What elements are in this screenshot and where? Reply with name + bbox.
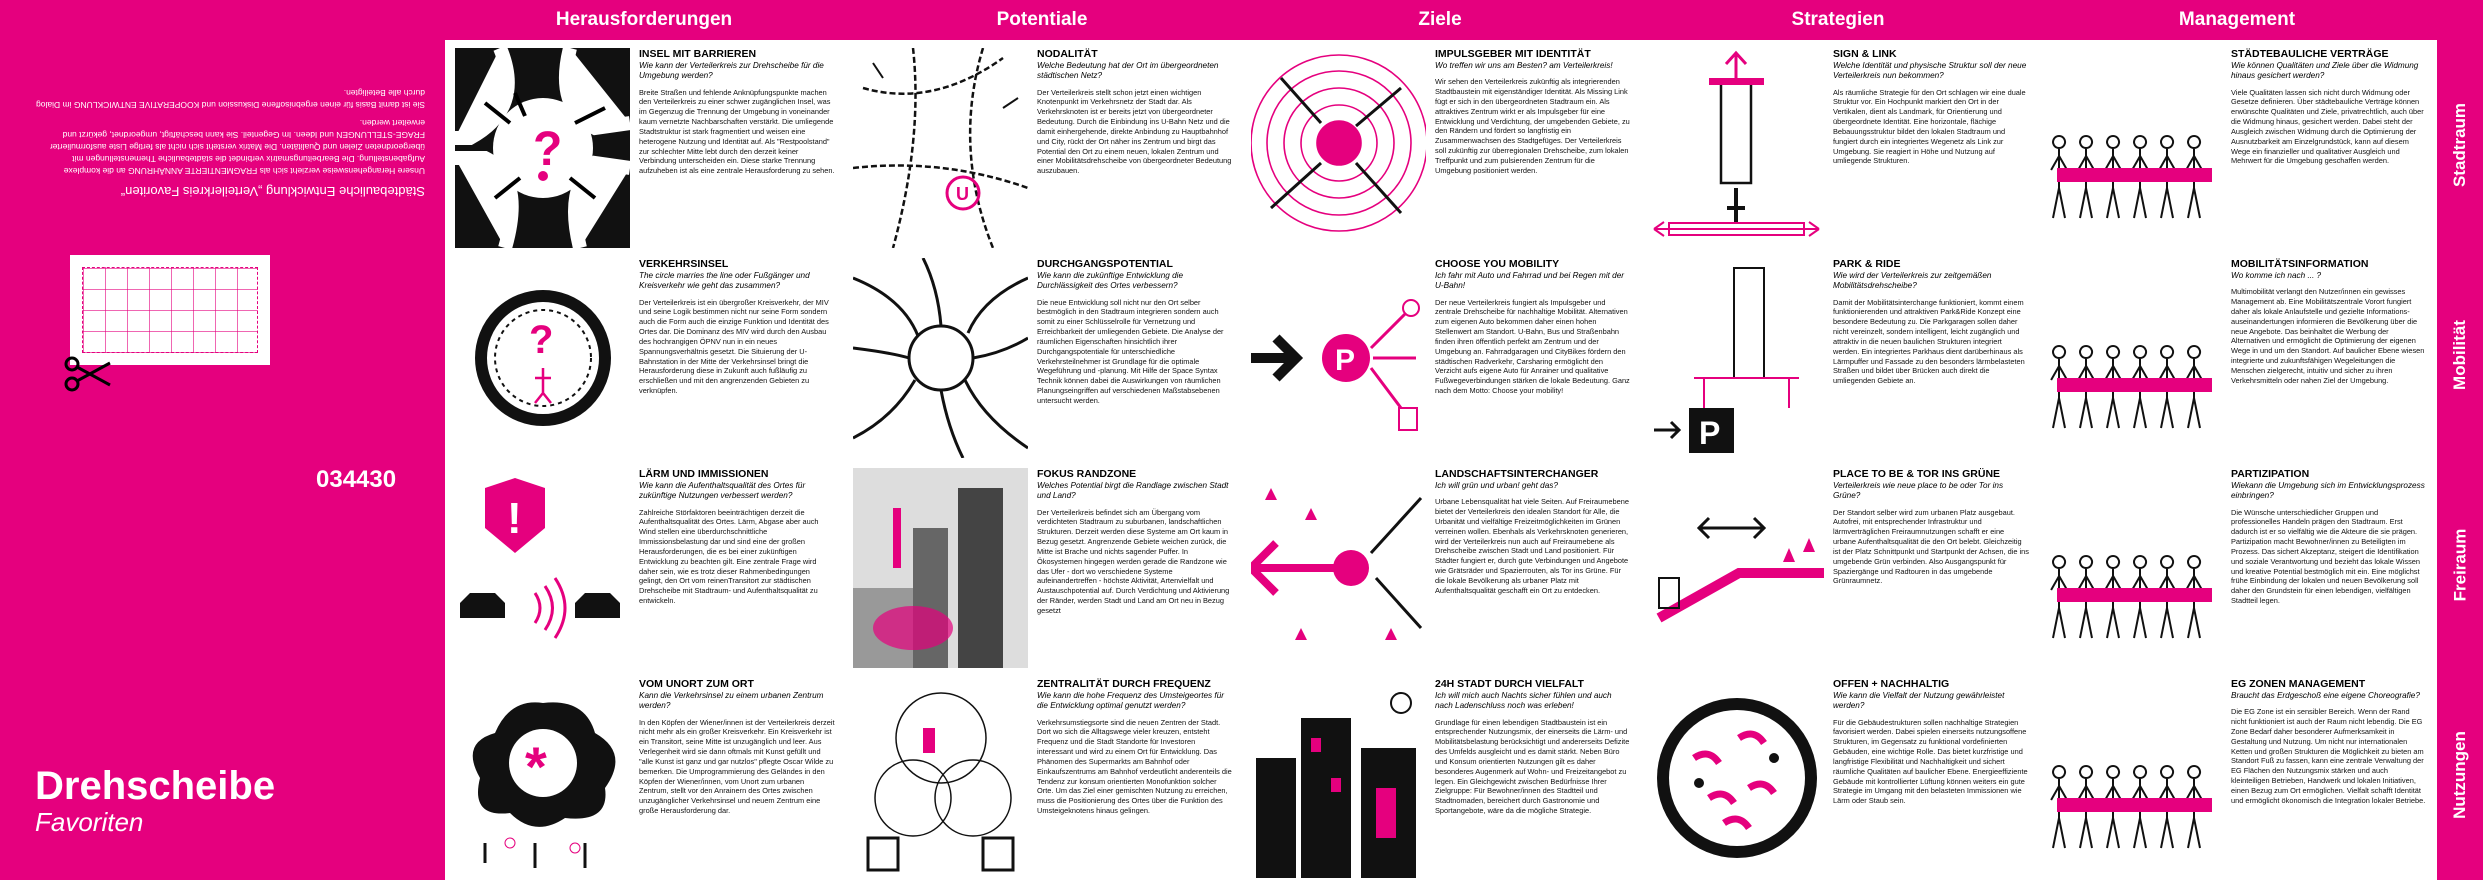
matrix-cell (1639, 40, 2038, 251)
cell-text (1435, 48, 1631, 248)
noise-emission-icon (455, 468, 630, 668)
cell-title: IMPULSGEBER MIT IDENTITÄT (1435, 48, 1591, 60)
cell-title: NODALITÄT (1037, 48, 1098, 60)
cell-title: LÄRM UND IMMISSIONEN (639, 468, 769, 480)
row-label (2437, 460, 2483, 670)
intro-paragraph: Sie ist damit Basis für einen ergebnisoffene Diskussion und KOOPERATIVE ENTWICKLUNG im Dialog durch alle Beteiligten. (36, 88, 425, 111)
cell-body: Die Wünsche unterschiedlicher Gruppen und professionelles Handeln prägen den Stadtraum. Erst dadurch ist er so vielfältig wie die Akteure die sie prägen. Partizipation macht Bewohner/innen zu Beteiligten im Prozess. Das sichert Akzeptanz, steigert die Identifikation und soziale Verantwortung und bezieht das lokale Wissen und kreative Potential bestmöglich mit ein. Eine möglichst frühe Einbindung der lokalen und neuen Bevölkerung soll daher den Grundstein für einen lebendigen, vielfältigen Stadtteil legen. (2231, 507, 2420, 606)
cell-body: Der Verteilerkreis ist ein übergroßer Kreisverkehr, der MIV und seine Logik bestimmen nicht nur seine Form sondern auch die Form auch die einzige Funktion und Identität des Ortes dar. Die Dominanz des MIV wird durch den Ausbau des hochrangigen ÖPNV nun in ein neues Spannungsverhältnis gesetzt. Die Situierung der U-Bahnstation in der Mitte der Verkehrsinsel bringt die Herausforderung diese in Zukunft auch fußläufig zu erschließen und mit den angrenzenden Gebieten zu verknüpfen. (639, 297, 829, 396)
target-identity-icon (1251, 48, 1426, 248)
cell-question: Ich will mich auch Nachts sicher fühlen und auch nach Ladenschluss noch was erleben! (1435, 691, 1612, 711)
cell-text (2231, 258, 2427, 458)
cell-text (2231, 468, 2427, 668)
cell-body: Zahlreiche Störfaktoren beeinträchtigen derzeit die Aufenthaltsqualität des Ortes. Lärm, Abgase aber auch Wind stellen eine überdurchschnittliche Immissionsbelastung dar und sind eine der großen Herausforderungen, die es bei einer zukünftigen Entwicklung zu beachten gilt. Eine zentrale Frage wird daher sein, wie es trotz dieser Rahmenbedingungen gelingt, den Ort vom reinenTransitort zur städtischen Drehscheibe mit Stadtraum- und Aufenthaltsqualität zu entwickeln. (639, 507, 819, 606)
cell-question: Welche Identität und physische Struktur soll der neue Verteilerkreis nun bekommen? (1833, 61, 2027, 81)
cell-body: Der Verteilerkreis stellt schon jetzt einen wichtigen Knotenpunkt im Verkehrsnetz der Stadt dar. Als Verkehrsknoten ist er bereits jetzt von übergeordneter Bedeutung. Durch die Einbindung ins U-Bahn Netz und die damit einhergehende, direkte Anbindung zu Hauptbahnhof und City, rückt der Ort näher ins Zentrum und birgt das Potential den Ort zu einem neuen, lokalen Zentrum und einer Mobilitätsdrehscheibe von übergeordneter Bedeutung auszubauen. (1037, 87, 1232, 176)
matrix-cell (2037, 250, 2437, 461)
cell-question: Wie wird der Verteilerkreis zur zeitgemäßen Mobilitätsdrehscheibe? (1833, 271, 1992, 291)
intro-title: Städtebauliche Entwicklung „Verteilerkreis Favoriten“ (120, 184, 425, 199)
open-sustainable-icon (1649, 678, 1824, 878)
matrix-cell (445, 40, 844, 251)
place-to-be-icon (1649, 468, 1824, 668)
frequency-centrality-icon (853, 678, 1028, 878)
column-header: Ziele (1418, 9, 1462, 30)
park-ride-icon (1649, 258, 1824, 458)
cell-body: Wir sehen den Verteilerkreis zukünftig als integrierenden Stadtbaustein mit eigenständiger Identität. Als Missing Link fügt er sich in den übergeordneten Stadtraum ein. Als attraktives Zentrum wirkt er als Impulsgeber für eine Entwicklung und Verdichtung, der umgebenden Gebiete, zu den Rändern und fördert so langfristig ein Zusammenwachsen des Stadtgefüges. Der Verteilerkreis soll zukünftig zur überregionalen Drehscheibe, zum lokalen Treffpunkt und zum pulsierenden Zentrum für die Umgebung positioniert werden. (1435, 77, 1630, 175)
cell-body: Damit der Mobilitätsinterchange funktioniert, kommt einem funktionierenden und attraktiven Park&Ride Konzept eine besondere Bedeutung zu. Die Parkgaragen sollen daher nicht vereinzelt, sondern intelligent, leicht zugänglich und attraktiv in die neuen baulichen Strukturen integriert werden. Ein integriertes Parkhaus dient darüberhinaus als Lärmpuffer und Fassade zu den besonders lärmbelasteten Straßen und bildet über Brücken auch direkt die umliegenden Gebiete an. (1833, 297, 2025, 386)
cell-text (639, 258, 835, 458)
cell-text (1833, 468, 2029, 668)
ground-floor-illustration (2047, 678, 2222, 878)
cell-question: Welche Bedeutung hat der Ort im übergeordneten städtischen Netz? (1037, 61, 1219, 81)
cell-title: MOBILITÄTSINFORMATION (2231, 258, 2369, 270)
folding-sheet-graphic (70, 255, 270, 365)
cell-text (2231, 678, 2427, 878)
cell-question: Verteilerkreis wie neue place to be oder Tor ins Grüne? (1833, 481, 2004, 501)
cell-title: PARK & RIDE (1833, 258, 1901, 270)
cell-body: Viele Qualitäten lassen sich nicht durch Widmung oder Gesetze definieren. Über städtebauliche Verträge können erwünschte Qualitäten und Ziele, privatrechtlich, auch über die Widmung hinaus, gesichert werden. Dabei steht der Ausgleich zwischen Widmung durch die Optimierung der Ausnutzbarkeit am Einzelgrundstück, kann auf diesem Wege ein finanzieller und qualitativer Ausgleich und Mehrwert für die Umgebung geschaffen werden. (2231, 87, 2424, 166)
cell-question: Wie kann der Verteilerkreis zur Drehscheibe für die Umgebung werden? (639, 61, 824, 81)
cell-question: Wie kann die hohe Frequenz des Umsteigeortes für die Entwicklung optimal genutzt werden? (1037, 691, 1224, 711)
participation-illustration (2047, 468, 2222, 668)
brand-title: Drehscheibe (35, 764, 276, 808)
cell-body: Breite Straßen und fehlende Anknüpfungspunkte machen den Verteilerkreis zu einer schwer zugänglichen Insel, was im Gegenzug die Trennung der Umgebung in voneinander kaum vernetzte Nachbarschaften verstärkt. Die umliegende Stadtstruktur ist stark fragmentiert und weisen eine heterogene Nutzung und Identität auf. Als "Restpoolstand" zur schlechter Mitte lebt durch den derzeit keiner Verbindung unterscheiden ein. Diese starke Trennung aufzuheben ist als eine zentrale Herausforderung zu sehen. (639, 87, 835, 176)
matrix-cell (1639, 250, 2038, 461)
cell-text (2231, 48, 2427, 248)
cell-text (1037, 678, 1233, 878)
cell-title: SIGN & LINK (1833, 48, 1897, 60)
matrix-cell (843, 40, 1242, 251)
cell-text (1435, 468, 1631, 668)
row-label (2437, 670, 2483, 880)
row-label-text: Nutzungen (2450, 731, 2470, 819)
cell-text (1833, 678, 2029, 878)
cell-title: DURCHGANGSPOTENTIAL (1037, 258, 1173, 270)
passage-network-icon (853, 258, 1028, 458)
mobility-choice-icon (1251, 258, 1426, 458)
submission-code: 034430 (316, 466, 397, 493)
network-node-icon (853, 48, 1028, 248)
column-header: Herausforderungen (555, 9, 733, 30)
matrix-cell (2037, 670, 2437, 880)
cell-title: LANDSCHAFTSINTERCHANGER (1435, 468, 1599, 480)
matrix-cell (1241, 670, 1640, 880)
matrix-cell (445, 460, 844, 671)
cell-text (639, 468, 835, 668)
upside-down-intro (30, 20, 425, 200)
cell-question: Wiekann die Umgebung sich im Entwicklungsprozess einbringen? (2231, 481, 2425, 501)
tower-link-icon (1649, 48, 1824, 248)
matrix-cell (2037, 40, 2437, 251)
cell-question: The circle marries the line oder Fußgänger und Kreisverkehr wie geht das zusammen? (639, 271, 810, 291)
matrix-cell (2037, 460, 2437, 671)
cell-body: In den Köpfen der Wiener/innen ist der Verteilerkreis derzeit nicht mehr als ein großer Kreisverkehr. Ein Kreisverkehr ist ein Transitort, seine Mitte ist unzugänglich und leer. Aus Verlegenheit wird sie dann oftmals mit Kunst gefüllt und "alle Kunst ist ganz und gar nutzlos" pflegte Oscar Wilde zu bemerken. Die Umprogrammierung des Geländes in den Köpfen der Wiener/innen, vom Unort zum urbanen Zentrum, stellt vor den Anrainern des Ortes zwischen unzugänglicher Verkehrsinsel und neuem Zentrum eine große Herausforderung dar. (639, 717, 835, 816)
cell-body: Urbane Lebensqualität hat viele Seiten. Auf Freiraumebene bietet der Verteilerkreis den idealen Standort für Alle, die Urbanität und vielfältige Freizeitmöglichkeiten im Grünen verreinen wollen. Ebenhals als Verkehrsknoten generieren, wird der Verteilerkreis nun auch auf Freiraumebene als Drehscheibe zwischen Stadt und Land positioniert. Für Städter fungiert er, durch gute Verbindungen und Angebote wie Grätsräder und Spazierrouten, als Tor ins Grüne. Für die lokale Bevölkerung als urbaner Platz mit Aufenthaltsqualität geschafft ein Ort zu entdecken. (1435, 497, 1629, 595)
matrix-cell (1241, 250, 1640, 461)
cell-title: VERKEHRSINSEL (639, 258, 729, 270)
cell-body: Der Standort selber wird zum urbanen Platz ausgebaut. Autofrei, mit entsprechender Infrastruktur und lärmverträglichen Freiraumnutzungen schafft er eine urbane Aufenthaltsqualität die den Ort belebt. Gleichzeitig ist der Platz Schnittpunkt und Startpunkt der Achsen, die ins umgebende Grün verbinden. Also Ausgangspunkt für Spaziergänge und Radtouren in das umgebende Grünraumnetz. (1833, 507, 2029, 586)
barrier-island-icon (455, 48, 630, 248)
cell-text (1037, 258, 1233, 458)
scissors-icon (62, 355, 112, 393)
cell-body: Als räumliche Strategie für den Ort schlagen wir eine duale Struktur vor. Ein Hochpunkt markiert den Ort in der Vertikalen, dient als Landmark, für Orientierung und übergeordnete Identität. Eine horizontale, flächige Bebauungsstruktur bildet den lokalen Stadtraum und fungiert durch ein integriertes Wegenetz als Link zur Umgebung. Sie reagiert in Höhe und Nutzung auf umliegende Strukturen. (1833, 87, 2026, 166)
city-24h-icon (1251, 678, 1426, 878)
matrix-cell (1639, 670, 2038, 880)
cell-body: Der Verteilerkreis befindet sich am Übergang vom verdichteten Stadtraum zu suburbanen, landschaftlichen Strukturen. Derzeit werden diese Systeme am Ort kaum in Bezug gesetzt. Angrenzende Gebiete weichen zurück, die Mitte ist Brache und nichts sagender Puffer. In Ökosystemen hingegen werden gerade die Randzone wie das Ufer - dort wo verschiedene Systeme aufeinandertreffen - höchste Aktivität, Artenvielfalt und Austauschpotential auf. Durch Verdichtung und Aktivierung der Ränder, werden Stadt und Land am Ort neu in Bezug gesetzt (1037, 507, 1230, 615)
cell-body: Der neue Verteilerkreis fungiert als Impulsgeber und zentrale Drehscheibe für nachhaltige Mobilität. Alternativen zum eigenen Auto bekommen daher einen hohen Stellenwert am Standort. U-Bahn, Bus und Straßenbahn finden ihren öffentlich perfekt am Zentrum und der Umgebung an. Fahrradgaragen und CityBikes fördern den städtischen Radverkehr, Carsharing ermöglicht den Verzicht aufs eigene Auto für Anrainer und qualitative Fußwegeverbindungen stärken die lokale Bedeutung. Ganz nach dem Motto: Choose your mobility! (1435, 297, 1630, 396)
cell-title: PARTIZIPATION (2231, 468, 2310, 480)
intro-paragraph: Unsere Herangehensweise verzieht sich als FRAGMENTIERTE ANNÄHRUNG an die komplexe Aufgabenstellung. Die Bearbeitungsmatrix verbindet die städtebauliche Themenstellungen mit übergeordneten Zielen und Qualitäten. Die Matrix versteht sich nicht als fertige Liste ausformulierter FRAGE-STELLUNGEN und Ideen. Im Gegenteil. Sie kann beschäftigt, umgeordnet, gekürzt und erweitert werden. (49, 118, 425, 176)
column-header: Strategien (1791, 9, 1885, 30)
cell-text (1037, 468, 1233, 668)
cell-question: Kann die Verkehrsinsel zu einem urbanen Zentrum werden? (639, 691, 824, 711)
brand-subtitle: Favoriten (35, 807, 144, 837)
cell-title: STÄDTEBAULICHE VERTRÄGE (2231, 48, 2389, 60)
column-header: Potentiale (996, 9, 1088, 30)
row-label-text: Stadtraum (2450, 102, 2470, 188)
cell-body: Grundlage für einen lebendigen Stadtbaustein ist ein entsprechender Nutzungsmix, der einerseits die Lärm- und Mobilitätsbelastung berücksichtigt und andererseits Defizite des Umfelds ausgleicht und es damit stärkt. Neben Büro und Konsum orientierten Nutzungen gilt es daher besonderes Augenmerk auf Wohn- und Freizeitangebot zu legen. Ein Gleichgewicht zwischen Bedürfnisse Ihrer Zielgruppe: Für Bewohner/innen des Stadtteil und Stadtnomaden, bereichert durch Gastronomie und Sportangebote, wäre da die mögliche Strategie. (1435, 717, 1630, 816)
cell-body: Die neue Entwicklung soll nicht nur den Ort selber bestmöglich in den Stadtraum integrieren sondern auch somit zu einer Schlüsselrolle für Vernetzung und Erreichbarkeit der umliegenden Gebiete. Die Analyse der räumlichen Eigenschaften hinsichtlich ihrer Durchgangspotentiale für unterschiedliche Verkehrsteilnehmer ist Grundlage für die optimale Wegeführung und -planung. Mit Hilfe der Space Syntax Technik können dabei die Auswirkungen von räumlichen Planungseingriffen auf verschiedenen Maßstabsebenen untersucht werden. (1037, 297, 1224, 405)
cell-text (1435, 258, 1631, 458)
cell-question: Wie können Qualitäten und Ziele über die Widmung hinaus gesichert werden? (2231, 61, 2419, 81)
row-label (2437, 40, 2483, 250)
cell-title: EG ZONEN MANAGEMENT (2231, 678, 2366, 690)
cell-title: INSEL MIT BARRIEREN (639, 48, 757, 60)
matrix-cell (843, 460, 1242, 671)
brand (35, 766, 275, 840)
cell-title: PLACE TO BE & TOR INS GRÜNE (1833, 468, 2001, 480)
matrix-cell (1639, 460, 2038, 671)
cell-text (639, 678, 835, 878)
matrix-cell (445, 250, 844, 461)
cell-question: Welches Potential birgt die Randlage zwischen Stadt und Land? (1037, 481, 1229, 501)
cell-text (1833, 48, 2029, 248)
edge-zone-photo (853, 468, 1028, 668)
cell-title: FOKUS RANDZONE (1037, 468, 1137, 480)
left-panel (0, 0, 445, 880)
cell-question: Wo treffen wir uns am Besten? am Verteilerkreis! (1435, 61, 1613, 70)
row-label-text: Freiraum (2450, 528, 2469, 602)
traffic-roundabout-icon (455, 258, 630, 458)
matrix-grid (445, 0, 2437, 880)
cell-title: OFFEN + NACHHALTIG (1833, 678, 1950, 690)
cell-text (1435, 678, 1631, 878)
cell-question: Wie kann die Vielfalt der Nutzung gewährleistet werden? (1833, 691, 2005, 711)
cell-title: 24H STADT DURCH VIELFALT (1435, 678, 1584, 690)
column-header: Management (2178, 9, 2296, 30)
urban-contracts-illustration (2047, 48, 2222, 248)
cell-title: CHOOSE YOU MOBILITY (1435, 258, 1560, 270)
cell-question: Ich will grün und urban! geht das? (1435, 481, 1558, 490)
non-place-to-place-icon (455, 678, 630, 878)
cell-body: Verkehrsumstiegsorte sind die neuen Zentren der Stadt. Dort wo sich die Alltagswege vieler kreuzen, entsteht Frequenz und die Stadt Standorte für Investoren interessant und wird zu einem Ort für Entwicklung. Das Phänomen des Supermarkts am Bahnhof oder Einkaufszentrums am Bahnhof verdeutlicht anderenteils die Tendenz zur konsum orientierten Monofunktion solcher Orte. Um das Ziel einer gemischten Nutzung zu erreichen, muss die Positionierung des Ortes über die Funktion des Umsteigeknotens hinaus gelingen. (1037, 717, 1232, 816)
mobility-info-illustration (2047, 258, 2222, 458)
cell-body: Für die Gebäudestrukturen sollen nachhaltige Strategien favorisiert werden. Dabei spielen einerseits nutzungsoffene Strukturen, im Gegensatz zu funktional vordefinierten Gebäuden, eine wichtige Rolle. Das bietet kurzfristige und langfristige Flexibilität und Nachhaltigkeit und sichert räumliche Qualitäten auf baulicher Ebene. Energieeffiziente Gebäude mit kontrollierter Lüftung können weiters ein gute Strategie im Umgang mit den belasteten Immissionen wie Lärm oder Staub sein. (1833, 717, 2028, 806)
cell-question: Wie kann die Aufenthaltsqualität des Ortes für zukünftige Nutzungen verbessert werden? (639, 481, 806, 501)
cell-question: Wie kann die zukünftige Entwicklung die Durchlässigkeit des Ortes verbessern? (1037, 271, 1184, 291)
cell-question: Wo komme ich nach ... ? (2231, 271, 2322, 280)
cell-question: Ich fahr mit Auto und Fahrrad und bei Regen mit der U-Bahn! (1435, 271, 1625, 291)
matrix-cell (843, 250, 1242, 461)
cell-body: Die EG Zone ist ein sensibler Bereich. Wenn der Rand nicht funktioniert ist auch der Raum nicht lebendig. Die EG Zone Bedarf daher besonderer Aufmerksamkeit in Gestaltung und Nutzung. Um nicht nur internationalen Ketten und großen Strukturen die Möglichkeit zu bieten am Standort Fuß zu fassen, kann eine zentrale Verwaltung der EG Flächen den Nutzungsmix stärken und auch kleinteiligen Betrieben, Handwerk und lokalen Initiativen, einen Bezug zum Ort ermöglichen. Vielfalt schafft Identität und ermöglicht ökonomisch die Integration lokaler Betriebe. (2231, 707, 2426, 805)
cell-text (639, 48, 835, 248)
cell-text (1833, 258, 2029, 458)
matrix-cell (1241, 40, 1640, 251)
row-label-text: Mobilität (2450, 320, 2470, 390)
matrix-cell (843, 670, 1242, 880)
landscape-interchange-icon (1251, 468, 1426, 668)
cell-body: Multimobilität verlangt den Nutzer/innen ein gewisses Management ab. Eine Mobilitätszentrale Vorort fungiert daher als lokale Anlaufstelle und gezielte Informations-auseinandertungen informieren die Bevölkerung über die neue Angebote. Das beinhaltet die Werbung der Alternativen und ermöglicht die Optimierung der eigenen Wege in und um den Standort. Auf baulicher Ebene wiesen integrierte und zukunftsfähigen Wegeleitungen die Menschen zielgerecht, intuitiv und sicher zu ihren Verkehrsmitteln oder nahen Ziel der Umgebung. (2231, 287, 2425, 385)
cell-title: ZENTRALITÄT DURCH FREQUENZ (1037, 678, 1211, 690)
row-label (2437, 250, 2483, 460)
matrix-cell (445, 670, 844, 880)
cell-question: Braucht das Erdgeschoß eine eigene Choreografie? (2231, 691, 2420, 700)
cell-title: VOM UNORT ZUM ORT (639, 678, 754, 690)
matrix-cell (1241, 460, 1640, 671)
cell-text (1037, 48, 1233, 248)
